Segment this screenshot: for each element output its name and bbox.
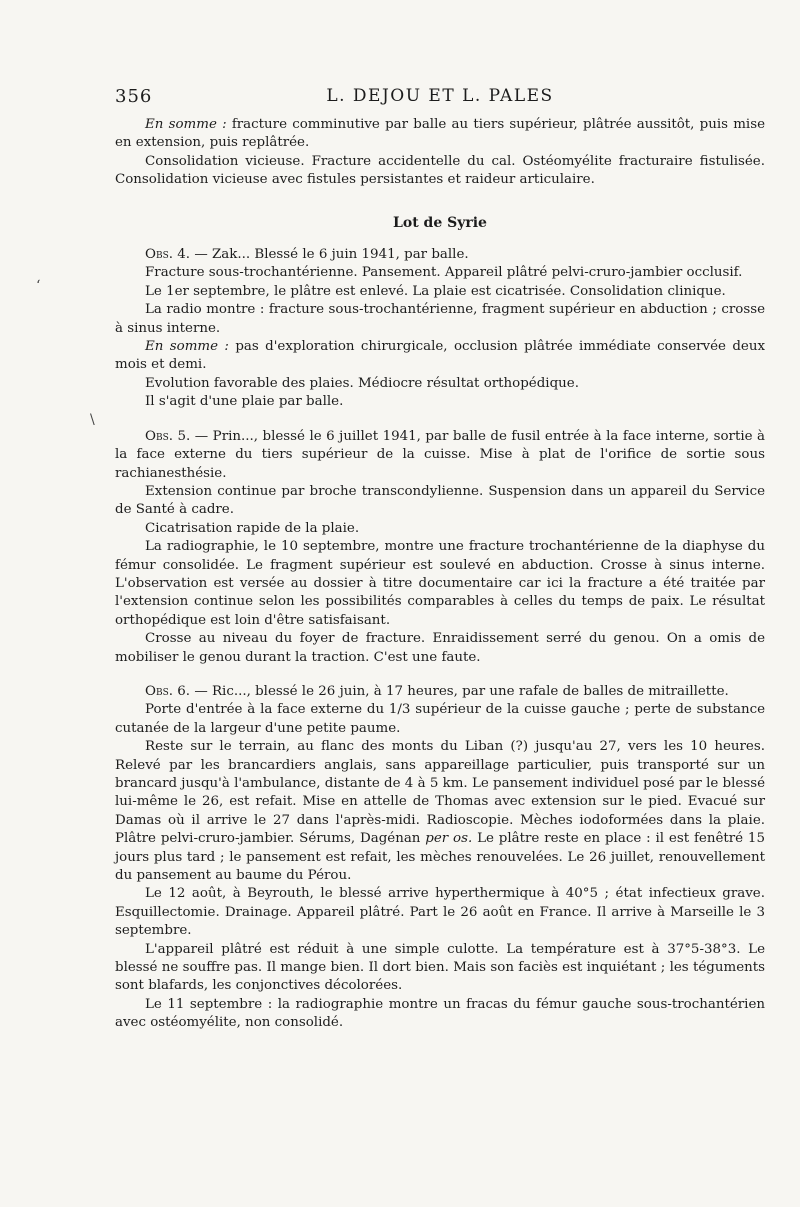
margin-mark: \ [90, 412, 95, 428]
observation-label: Obs. 5. [145, 428, 191, 444]
paragraph: En somme : fracture comminutive par balle au tiers supérieur, plâtrée aussitôt, puis mise en extension, puis replâtrée. [115, 117, 765, 151]
paragraph: En somme : pas d'exploration chirurgicale, occlusion plâtrée immédiate conservée deux mois et demi. [115, 339, 765, 373]
observation-4-lead: Obs. 4. — Zak... Blessé le 6 juin 1941, par balle. [145, 247, 469, 263]
paragraph: Fracture sous-trochantérienne. Pansement. Appareil plâtré pelvi-cruro-jambier occlusif. [145, 265, 743, 281]
section-title: Lot de Syrie [393, 214, 487, 231]
paragraph: Le 1er septembre, le plâtre est enlevé. La plaie est cicatrisée. Consolidation clinique. [145, 283, 726, 299]
paragraph: La radio montre : fracture sous-trochantérienne, fragment supérieur en abduction ; crosse à sinus interne. [115, 302, 765, 336]
emphasis: En somme : [145, 339, 229, 355]
paragraph: Extension continue par broche transcondylienne. Suspension dans un appareil du Service de Santé à cadre. [115, 483, 765, 518]
body-text [115, 116, 765, 1033]
running-title: L. DEJOU ET L. PALES [326, 86, 554, 106]
paragraph: Cicatrisation rapide de la plaie. [145, 520, 360, 536]
paragraph: Consolidation vicieuse. Fracture accidentelle du cal. Ostéomyélite fracturaire fistulisée. Consolidation vicieuse avec fistules persistantes et raideur articulaire. [115, 153, 765, 188]
observation-label: Obs. 6. [145, 683, 191, 699]
observation-label: Obs. 4. [145, 247, 191, 263]
paragraph: Reste sur le terrain, au flanc des monts du Liban (?) jusqu'au 27, vers les 10 heures. Relevé par les brancardiers anglais, sans appareillage particulier, puis transporté sur un brancard jusqu'à l'ambulance, distante de 4 à 5 km. Le pansement individuel posé par le blessé lui-même le 26, est refait. Mise en attelle de Thomas avec extension sur le pied. Evacué sur Damas où il arrive le 27 dans l'après-midi. Radioscopie. Mèches iodoformées dans la plaie. Plâtre pelvi-cruro-jambier. Sérums, Dagénan per os. Le plâtre reste en place : il est fenêtré 15 jours plus tard ; le pansement est refait, les mèches renouvelées. Le 26 juillet, renouvellement du pansement au baume du Pérou. [115, 739, 765, 884]
emphasis: per os. [425, 831, 473, 847]
observation-6-lead: Obs. 6. — Ric..., blessé le 26 juin, à 17 heures, par une rafale de balles de mitraillette. [145, 683, 729, 699]
paragraph: Crosse au niveau du foyer de fracture. Enraidissement serré du genou. On a omis de mobiliser le genou durant la traction. C'est une faute. [115, 631, 765, 665]
observation-5-lead: Obs. 5. — Prin..., blessé le 6 juillet 1941, par balle de fusil entrée à la face interne, sortie à la face externe du tiers supérieur de la cuisse. Mise à plat de l'orifice de sortie sous rachianesthésie. [115, 428, 766, 481]
paragraph: L'appareil plâtré est réduit à une simple culotte. La température est à 37°5-38°3. Le blessé ne souffre pas. Il mange bien. Il dort bien. Mais son faciès est inquiétant ; les téguments sont blafards, les conjonctives décolorées. [115, 941, 765, 994]
paragraph: La radiographie, le 10 septembre, montre une fracture trochantérienne de la diaphyse du fémur consolidée. Le fragment supérieur est soulevé en abduction. Crosse à sinus interne. L'observation est versée au dossier à titre documentaire car ici la fracture a été traitée par l'extension continue selon les possibilités comparables à celles du temps de paix. Le résultat orthopédique est loin d'être satisfaisant. [115, 539, 765, 628]
margin-mark: ʻ [36, 278, 41, 294]
paragraph: Le 11 septembre : la radiographie montre un fracas du fémur gauche sous-trochantérien avec ostéomyélite, non consolidé. [115, 996, 765, 1031]
page [115, 86, 765, 1033]
paragraph: Evolution favorable des plaies. Médiocre résultat orthopédique. [145, 375, 579, 391]
paragraph: Il s'agit d'une plaie par balle. [145, 394, 344, 410]
page-number: 356 [115, 86, 153, 107]
paragraph: Porte d'entrée à la face externe du 1/3 supérieur de la cuisse gauche ; perte de substance cutanée de la largeur d'une petite paume. [115, 702, 765, 736]
paragraph: Le 12 août, à Beyrouth, le blessé arrive hyperthermique à 40°5 ; état infectieux grave. Esquillectomie. Drainage. Appareil plâtré. Part le 26 août en France. Il arrive à Marseille le 3 septembre. [115, 886, 765, 939]
page-header [115, 86, 765, 116]
emphasis: En somme : [145, 117, 227, 132]
